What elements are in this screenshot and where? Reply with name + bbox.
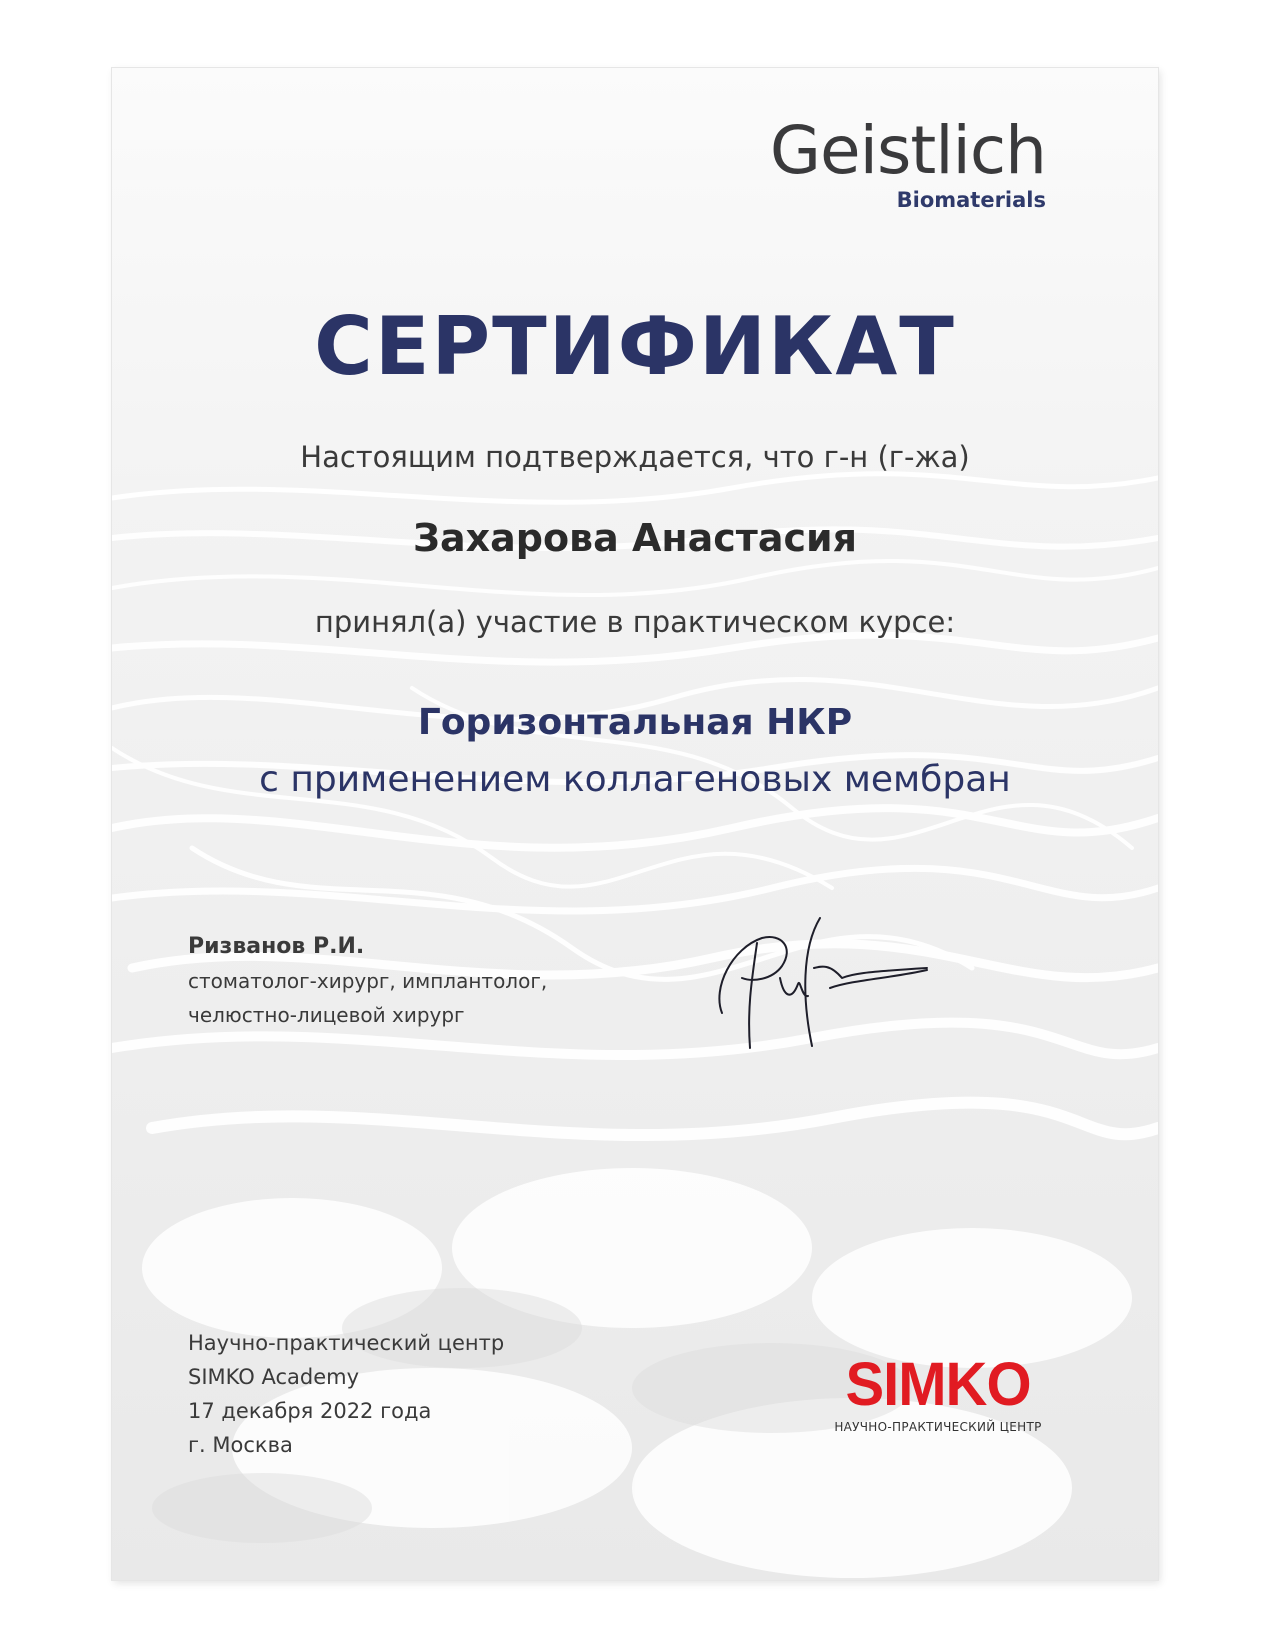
geistlich-logo xyxy=(769,112,1046,212)
footer-center-name: Научно-практический центр xyxy=(188,1331,505,1355)
instructor-role-line1: стоматолог-хирург, имплантолог, xyxy=(188,969,548,993)
footer-date: 17 декабря 2022 года xyxy=(188,1399,432,1423)
course-title-line2: с применением коллагеновых мембран xyxy=(259,759,1011,800)
instructor-role-line2: челюстно-лицевой хирург xyxy=(188,1003,465,1027)
participation-text: принял(а) участие в практическом курсе: xyxy=(314,605,956,639)
certificate-title: СЕРТИФИКАТ xyxy=(314,300,956,393)
footer-block xyxy=(188,1326,504,1462)
instructor-name: Ризванов Р.И. xyxy=(188,934,365,959)
geistlich-logo-subtitle: Biomaterials xyxy=(896,188,1046,212)
simko-logo xyxy=(828,1350,1048,1434)
confirmation-text: Настоящим подтверждается, что г-н (г-жа) xyxy=(300,440,970,474)
instructor-signature xyxy=(702,908,932,1058)
geistlich-logo-name: Geistlich xyxy=(769,112,1046,189)
recipient-name: Захарова Анастасия xyxy=(412,516,858,560)
certificate-sheet xyxy=(112,68,1158,1580)
footer-academy: SIMKO Academy xyxy=(188,1365,360,1389)
simko-logo-tagline: НАУЧНО-ПРАКТИЧЕСКИЙ ЦЕНТР xyxy=(834,1420,1042,1434)
simko-logo-name: SIMKO xyxy=(845,1350,1031,1419)
instructor-block xyxy=(188,930,547,1032)
course-title-line1: Горизонтальная НКР xyxy=(417,702,853,743)
footer-city: г. Москва xyxy=(188,1433,293,1457)
